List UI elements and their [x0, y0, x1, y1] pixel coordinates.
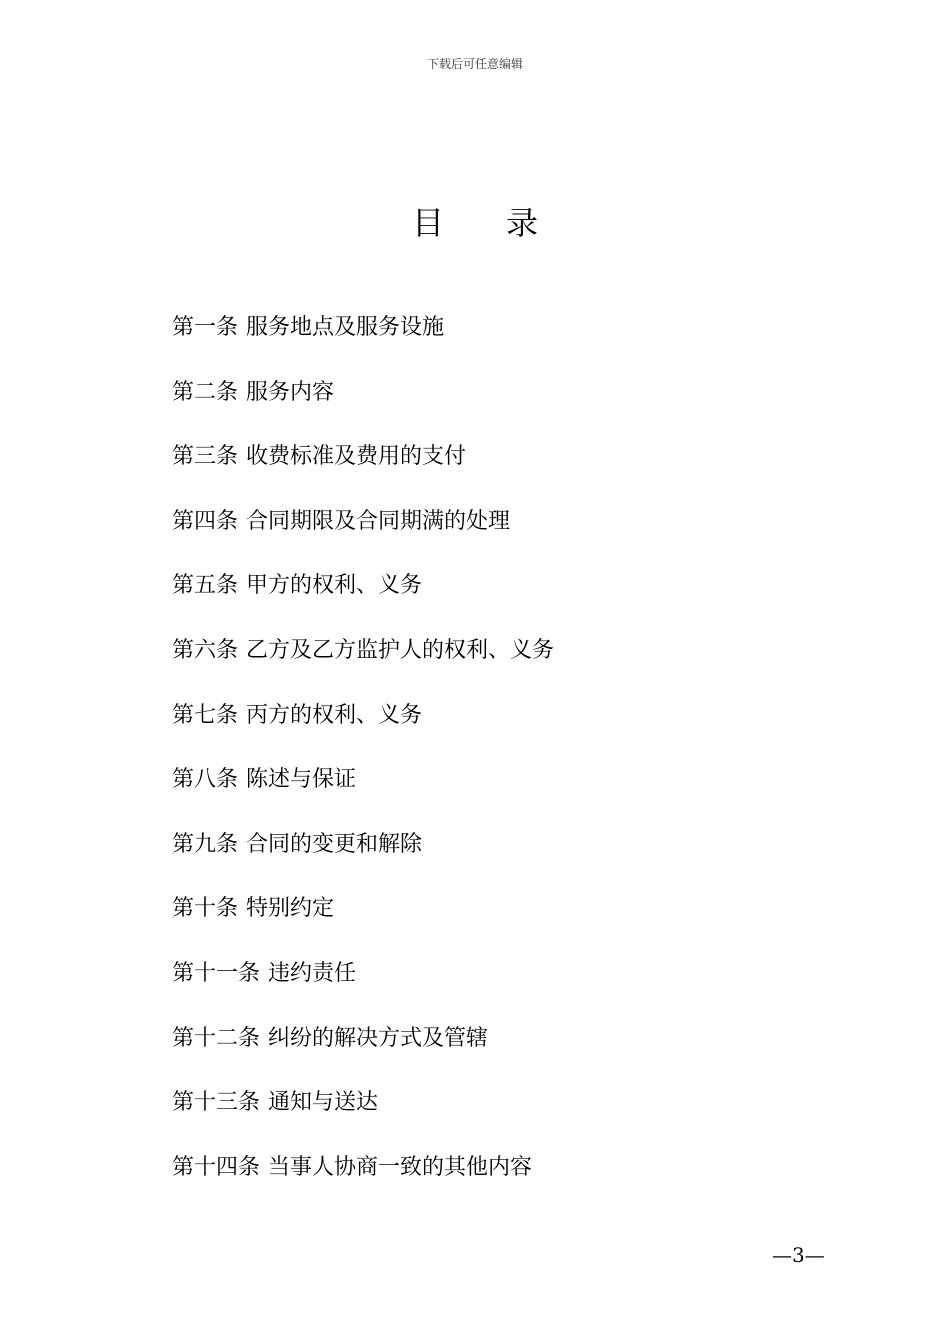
toc-item [172, 700, 554, 765]
toc-item-number: 第三条 [172, 444, 239, 470]
page-number: —3— [772, 1243, 825, 1267]
toc-item-number: 第十条 [172, 896, 239, 922]
toc-item-number: 第十二条 [172, 1025, 261, 1051]
toc-item [172, 893, 554, 958]
toc-item [172, 958, 554, 1023]
title-char-2: 录 [506, 204, 539, 242]
title-char-1: 目 [411, 204, 444, 242]
toc-item-text: 纠纷的解决方式及管辖 [268, 1025, 489, 1051]
toc-item [172, 1023, 554, 1088]
toc-item-text: 合同期限及合同期满的处理 [246, 508, 511, 534]
toc-item-text: 陈述与保证 [246, 767, 357, 793]
toc-item [172, 1152, 554, 1217]
toc-item-number: 第二条 [172, 379, 239, 405]
toc-item-text: 合同的变更和解除 [246, 831, 423, 857]
toc-item-number: 第九条 [172, 831, 239, 857]
toc-item-text: 服务内容 [246, 379, 335, 405]
toc-item [172, 441, 554, 506]
toc-item [172, 377, 554, 442]
toc-item-number: 第一条 [172, 315, 239, 340]
toc-item-text: 特别约定 [246, 896, 335, 922]
page-title [0, 198, 950, 244]
toc-item-number: 第十四条 [172, 1154, 261, 1180]
toc-item-text: 甲方的权利、义务 [246, 573, 423, 599]
toc-item-number: 第四条 [172, 508, 239, 534]
toc-item-text: 丙方的权利、义务 [246, 702, 423, 728]
toc-item-text: 服务地点及服务设施 [246, 315, 445, 340]
toc-item [172, 506, 554, 571]
toc-item-number: 第十一条 [172, 960, 261, 986]
toc-item-text: 当事人协商一致的其他内容 [268, 1154, 533, 1180]
toc-item-number: 第十三条 [172, 1090, 261, 1116]
toc-item-number: 第七条 [172, 702, 239, 728]
page-header: 下载后可任意编辑 [426, 57, 523, 71]
toc-item-text: 乙方及乙方监护人的权利、义务 [246, 637, 555, 663]
toc-item [172, 829, 554, 894]
toc-item [172, 312, 554, 377]
toc-item-number: 第八条 [172, 767, 239, 793]
table-of-contents [172, 312, 554, 1216]
toc-item-text: 收费标准及费用的支付 [246, 444, 467, 470]
toc-item-number: 第六条 [172, 637, 239, 663]
toc-item [172, 635, 554, 700]
toc-item-text: 通知与送达 [268, 1090, 379, 1116]
toc-item [172, 570, 554, 635]
toc-item [172, 764, 554, 829]
toc-item-text: 违约责任 [268, 960, 357, 986]
toc-item-number: 第五条 [172, 573, 239, 599]
toc-item [172, 1087, 554, 1152]
